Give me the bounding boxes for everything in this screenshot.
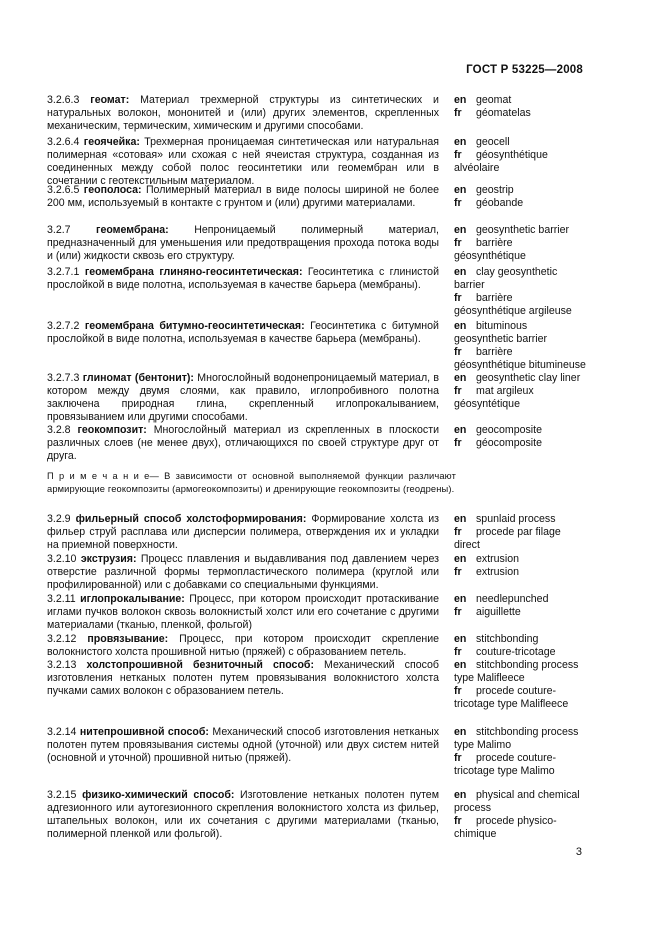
entry-definition [47,424,439,463]
translation-en [454,320,587,346]
translation-text: geosynthetic barrier [476,224,570,236]
entry-def-text: Механический способ изготовления нетканых полотен путем провязывания волокнистого холста пучками самих волокон с образованием петель. [47,659,439,697]
entry-translations [454,726,587,778]
entry-term: геомембрана: [96,224,169,236]
lang-code: fr [454,106,462,119]
translation-text: extrusion [476,553,519,565]
lang-code: en [454,789,467,801]
entry-definition [47,659,439,698]
entry-term: глиномат (бентонит): [82,372,194,384]
lang-code: en [454,320,467,332]
entry-definition [47,633,439,659]
lang-code: en [454,94,467,106]
translation-en [454,184,587,197]
entry-definition [47,266,439,292]
translation-fr [454,606,587,619]
translation-text: aiguillette [476,605,521,618]
entry-number: 3.2.13 [47,659,77,671]
lang-code: en [454,424,467,436]
lang-code: fr [454,196,462,209]
lang-code: en [454,659,467,671]
lang-code: en [454,184,467,196]
translation-text: geocell [476,136,510,148]
page-number: 3 [575,846,582,858]
lang-code: fr [454,148,462,161]
translation-en [454,553,587,566]
translation-en [454,513,587,526]
translation-en [454,266,587,292]
entry-translations [454,593,587,619]
lang-code: fr [454,605,462,618]
translation-fr [454,292,587,318]
entry-term: экструзия: [80,553,137,565]
lang-code: en [454,593,467,605]
translation-fr [454,566,587,579]
entry-term: геоячейка: [83,136,140,148]
translation-fr [454,685,587,711]
translation-text: mat argileux géosyntétique [454,384,534,410]
entry-translations [454,224,587,263]
translation-en [454,136,587,149]
entry-def-text: Процесс плавления и выдавливания под давлением через отверстие различной формы термопластического полимера (круглой или профилированной) или с добавками со специальными функциями. [47,553,439,591]
entry-translations [454,513,587,552]
translation-text: barrière géosynthétique bitumineuse [454,345,586,371]
translation-text: géocomposite [476,436,542,449]
lang-code: fr [454,645,462,658]
translation-text: geocomposite [476,424,542,436]
entry-term: геополоса: [83,184,142,196]
translation-text: stitchbonding process type Malifleece [454,659,579,684]
lang-code: fr [454,236,462,249]
entry-translations [454,266,587,318]
entry-number: 3.2.6.4 [47,136,80,148]
entry-definition [47,789,439,841]
lang-code: en [454,513,467,525]
entry-translations [454,372,587,411]
lang-code: en [454,633,467,645]
entry-definition [47,726,439,765]
entry-def-text: Материал трехмерной структуры из синтетических и натуральных волокон, мононитей и (или) других элементов, скрепленных механическим, термическим, химическим и другими способами. [47,94,439,132]
translation-text: bituminous geosynthetic barrier [454,320,548,345]
entry-term: физико-химический способ: [82,789,235,801]
translation-fr [454,385,587,411]
entry-def-text: Непроницаемый полимерный материал, предназначенный для уменьшения или предотвращения прохода потока воды и (или) жидкости сквозь его структуру. [47,224,439,262]
entry-def-text: Процесс, при котором происходит скрепление волокнистого холста прошивной нитью (пряжей) с образованием петель. [47,633,439,658]
entry-number: 3.2.6.3 [47,94,80,106]
entry-def-text: Многослойный материал из скрепленных в плоскости различных слоев (не менее двух), отличающихся по своей структуре друг от друга. [47,424,439,462]
lang-code: fr [454,565,462,578]
entry-def-text: Изготовление нетканых полотен путем адгезионного или аутогезионного скрепления волокнистого холста из фильер, штапельных волокон, или их сочетания с другими материалами (тканью, полимерной пленкой или фольгой). [47,789,439,840]
translation-text: procede couture-tricotage type Malimo [454,751,557,777]
entry-def-text: Геосинтетика с битумной прослойкой в виде полотна, используемая в качестве барьера (мембраны). [47,320,439,345]
entry-definition [47,136,439,188]
translation-en [454,424,587,437]
entry-def-text: Механический способ изготовления нетканых полотен путем провязывания системы одной (уточной) или двух систем нитей (основной и уточной) прошивной нитью (пряжей). [47,726,440,764]
translation-text: stitchbonding [476,633,539,645]
entry-number: 3.2.15 [47,789,77,801]
entry-term: нитепрошивной способ: [79,726,209,738]
entry-definition [47,184,439,210]
entry-number: 3.2.14 [47,726,77,738]
entry-term: фильерный способ холстоформирования: [75,513,307,525]
entry-def-text: Формирование холста из фильер струй расплава или дисперсии полимера, отверждения их и укладки на приемной поверхности. [47,513,439,551]
entry-translations [454,789,587,841]
entry-translations [454,553,587,579]
lang-code: en [454,224,467,236]
entry-definition [47,320,439,346]
translation-text: procede physico-chimique [454,814,557,840]
entry-def-text: Полимерный материал в виде полосы шириной не более 200 мм, используемый в контакте с грунтом и (или) другими материалами. [47,184,439,209]
translation-text: geosynthetic clay liner [476,372,581,384]
translation-en [454,224,587,237]
translation-text: needlepunched [476,593,549,605]
lang-code: fr [454,291,462,304]
entry-translations [454,184,587,210]
entry-number: 3.2.7.1 [47,266,80,278]
lang-code: fr [454,384,462,397]
entry-definition [47,553,439,592]
entry-number: 3.2.12 [47,633,77,645]
entry-translations [454,320,587,372]
entry-number: 3.2.6.5 [47,184,80,196]
entry-term: иглопрокалывание: [80,593,185,605]
translation-en [454,372,587,385]
entry-number: 3.2.8 [47,424,71,436]
entry-def-text: Процесс, при котором происходит протаскивание иглами пучков волокон сквозь волокнистый холст или его сочетание с другими материалами (тканью, пленкой, фольгой) [47,593,439,631]
translation-en [454,789,587,815]
translation-fr [454,346,587,372]
entry-term: холстопрошивной безниточный способ: [86,659,314,671]
entry-term: геомат: [90,94,130,106]
translation-text: procede couture-tricotage type Malifleece [454,684,569,710]
translation-text: géomatelas [476,106,531,119]
entry-term: провязывание: [87,633,169,645]
entry-number: 3.2.10 [47,553,77,565]
translation-fr [454,752,587,778]
lang-code: en [454,136,467,148]
entry-number: 3.2.7.3 [47,372,80,384]
entry-definition [47,513,439,552]
entry-definition [47,94,439,133]
lang-code: fr [454,814,462,827]
entry-term: геомембрана битумно-геосинтетическая: [84,320,305,332]
entry-number: 3.2.11 [47,593,76,605]
entry-term: геомембрана глиняно-геосинтетическая: [84,266,303,278]
lang-code: en [454,726,467,738]
entry-definition [47,224,439,263]
note-text: — В зависимости от основной выполняемой функции различают армирующие геокомпозиты (армогеокомпозиты) и дренирующие геокомпозиты (геодрены). [47,471,456,494]
translation-text: barrière géosynthétique argileuse [454,291,572,317]
lang-code: en [454,372,467,384]
translation-en [454,633,587,646]
entry-translations [454,633,587,659]
lang-code: fr [454,345,462,358]
translation-en [454,94,587,107]
translation-fr [454,815,587,841]
entry-number: 3.2.7.2 [47,320,80,332]
translation-text: couture-tricotage [476,645,556,658]
lang-code: en [454,266,467,278]
translation-en [454,593,587,606]
translation-text: géobande [476,196,524,209]
translation-fr [454,197,587,210]
translation-fr [454,526,587,552]
entry-definition [47,593,439,632]
translation-text: geomat [476,94,512,106]
translation-text: géosynthétique alvéolaire [454,148,548,174]
translation-text: clay geosynthetic barrier [454,266,558,291]
entry-translations [454,94,587,120]
translation-text: barrière géosynthétique [454,236,526,262]
translation-fr [454,437,587,450]
translation-en [454,726,587,752]
entry-number: 3.2.7 [47,224,71,236]
translation-fr [454,107,587,120]
lang-code: fr [454,525,462,538]
entry-def-text: Многослойный водонепроницаемый материал, в котором между двумя слоями, как правило, иглопробивного полотна заключена природная глина, скрепленный иглопрокалыванием, провязыванием или другими способами. [47,372,439,423]
entry-translations [454,659,587,711]
entry-definition [47,372,439,424]
entry-translations [454,424,587,450]
entry-number: 3.2.9 [47,513,71,525]
translation-fr [454,646,587,659]
translation-text: spunlaid process [476,513,556,525]
document-header: ГОСТ Р 53225—2008 [466,64,583,76]
entry-def-text: Геосинтетика с глинистой прослойкой в виде полотна, используемая в качестве барьера (мембраны). [47,266,439,291]
entry-term: геокомпозит: [77,424,147,436]
lang-code: en [454,553,467,565]
entry-translations [454,136,587,175]
translation-text: stitchbonding process type Malimo [454,726,579,751]
translation-fr [454,237,587,263]
note-label: П р и м е ч а н и е [47,471,150,481]
lang-code: fr [454,684,462,697]
translation-text: extrusion [476,565,519,578]
translation-text: physical and chemical process [454,789,580,814]
translation-text: procede par filage direct [454,525,561,551]
lang-code: fr [454,436,462,449]
translation-fr [454,149,587,175]
translation-en [454,659,587,685]
entry-def-text: Трехмерная проницаемая синтетическая или натуральная полимерная «сотовая» или схожая с ней ячеистая структура, созданная из соединенных между собой полос геосинтетики или геомембран или в сочетании с геотекстильным материалом. [47,136,439,187]
lang-code: fr [454,751,462,764]
translation-text: geostrip [476,184,514,196]
note [47,470,456,495]
